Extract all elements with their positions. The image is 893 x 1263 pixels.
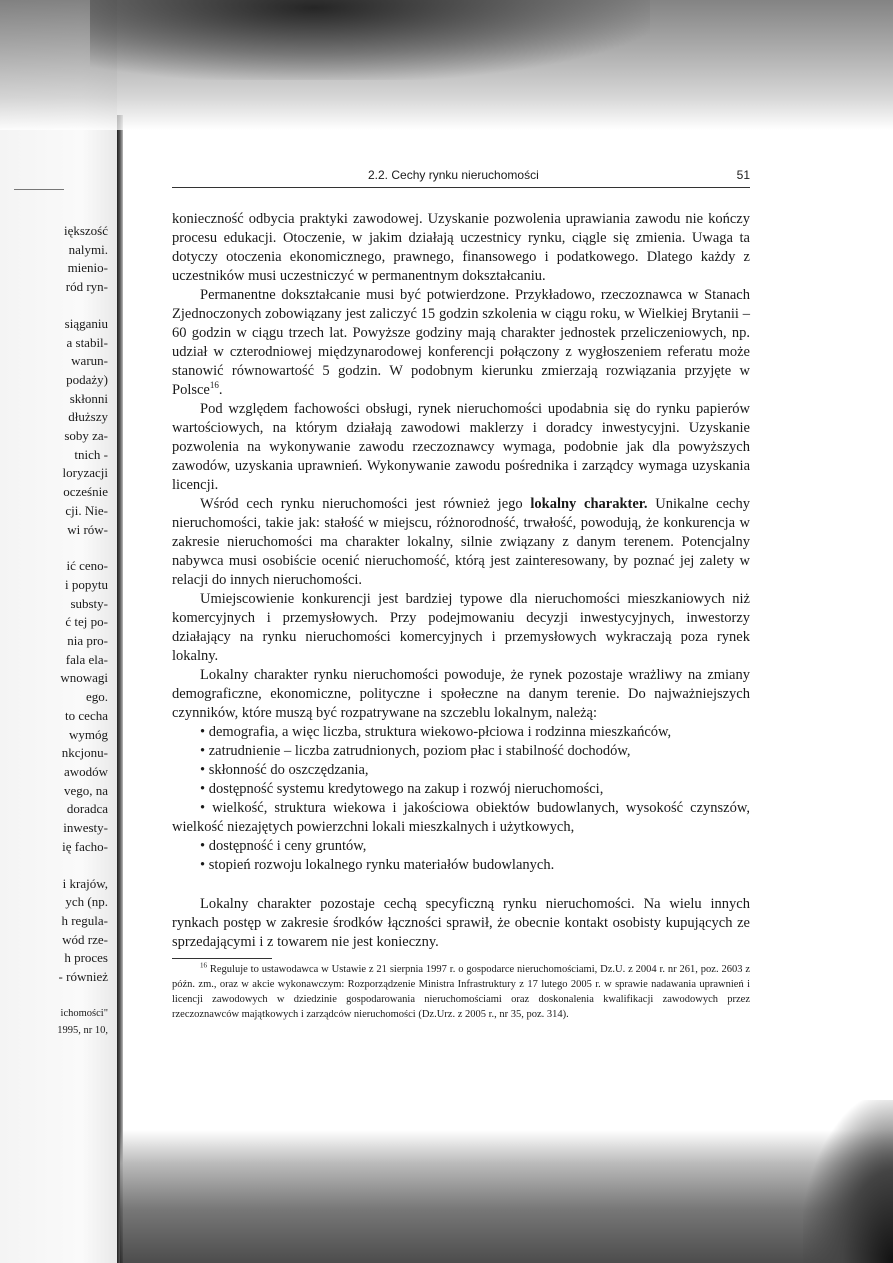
previous-page-rule xyxy=(14,189,64,190)
list-item: • demografia, a więc liczba, struktura wiekowo-płciowa i rodzinna mieszkańców, xyxy=(200,724,672,740)
footnote xyxy=(172,962,750,1022)
previous-page-line: h regula- xyxy=(61,912,108,928)
previous-page-line: podaży) xyxy=(66,371,108,387)
previous-page-line: i krajów, xyxy=(62,875,108,891)
previous-page-line: wód rze- xyxy=(62,931,108,947)
list-item: • stopień rozwoju lokalnego rynku materiałów budowlanych. xyxy=(200,857,555,873)
running-title: 2.2. Cechy rynku nieruchomości xyxy=(368,168,539,182)
previous-page-line: ię facho- xyxy=(62,838,108,854)
previous-page-line: fala ela- xyxy=(65,651,108,667)
previous-page-line: cji. Nie- xyxy=(65,502,108,518)
paragraph-1: konieczność odbycia praktyki zawodowej. Uzyskanie pozwolenia uprawiania zawodu nie kończy procesu edukacji. Otoczenie, w jakim działają uczestnicy rynku, ciągle się zmienia. Uwaga ta dotyczy otoczenia ekonomicznego, prawnego, finansowego i podatkowego. Dlatego każdy z uczestników musi uczestniczyć w permanentnym dokształcaniu. xyxy=(172,211,750,284)
previous-page-line: wymóg xyxy=(69,726,108,742)
previous-page-line: i popytu xyxy=(65,576,108,592)
previous-page-line: nalymi. xyxy=(68,241,108,257)
previous-page-line xyxy=(0,857,108,875)
previous-page-line: doradca xyxy=(66,801,108,817)
previous-page-line xyxy=(0,539,108,557)
previous-page-text-fragments xyxy=(0,222,108,1039)
list-item: • dostępność systemu kredytowego na zakup i rozwój nieruchomości, xyxy=(200,781,604,797)
footnote-text: Reguluje to ustawodawca w Ustawie z 21 sierpnia 1997 r. o gospodarce nieruchomościami, Dz.U. z 2004 r. nr 261, poz. 2603 z późn. zm., oraz w akcie wykonawczym: Rozporządzenie Ministra Infrastruktury z 17 lutego 2005 r. w sprawie nadawania uprawnień i licencji zawodowych w dziedzinie gospodarowania nieruchomościami oraz doskonalenia kwalifikacji zawodowych przez rzeczoznawców majątkowych i zarządców nieruchomości (Dz.Urz. z 2005 r., nr 35, poz. 314). xyxy=(172,964,750,1020)
factor-list xyxy=(172,723,750,875)
main-text-block xyxy=(172,210,750,952)
previous-page-footnote-line: ichomości" xyxy=(60,1007,108,1019)
previous-page-line: ocześnie xyxy=(63,484,108,500)
previous-page-line: inwesty- xyxy=(63,820,108,836)
previous-page-line: skłonni xyxy=(69,390,108,406)
paragraph-2-text: Permanentne dokształcanie musi być potwierdzone. Przykładowo, rzeczoznawca w Stanach Zjednoczonych zobowiązany jest zaliczyć 15 godzin szkolenia w ciągu roku, w Wielkiej Brytanii – 60 godzin w ciągu trzech lat. Powyższe godziny mają charakter jednostek przeliczeniowych, np. udział w czterodniowej międzynarodowej konferencji połączony z wygłoszeniem referatu może stanowić równowartość 5 godzin. W podobnym kierunku zmierzają rozwiązania przyjęte w Polsce xyxy=(172,287,750,398)
previous-page-line: warun- xyxy=(71,353,108,369)
paragraph-4-rest: Unikalne cechy nieruchomości, takie jak: stałość w miejscu, różnorodność, trwałość, powodują, że konkurencja w zakresie nieruchomości ma charakter lokalny, silnie związany z danym terenem. Potencjalny nabywca musi osobiście ocenić nieruchomość, którą jest zainteresowany, by poznać jej zalety w relacji do innych nieruchomości. xyxy=(172,496,750,588)
list-item: • wielkość, struktura wiekowa i jakościowa obiektów budowlanych, wysokość czynszów, wielkość niezajętych powierzchni lokali mieszkalnych i użytkowych, xyxy=(172,800,750,835)
previous-page-line: ród ryn- xyxy=(65,279,108,295)
previous-page-line: substy- xyxy=(70,595,108,611)
previous-page-line: awodów xyxy=(63,763,108,779)
emphasis-lokalny-charakter: lokalny charakter. xyxy=(530,496,648,512)
list-item: • dostępność i ceny gruntów, xyxy=(200,838,367,854)
paragraph-3: Pod względem fachowości obsługi, rynek nieruchomości upodabnia się do rynku papierów wartościowych, na którym działają zawodowi maklerzy i doradcy inwestycyjni. Uzyskanie pozwolenia na wykonywanie zawodu rzeczoznawcy wymaga, podobnie jak dla powyższych zawodów, uzyskania uprawnień. Wykonywanie zawodu pośrednika i zarządcy wymaga uzyskania licencji. xyxy=(172,401,750,493)
header-rule xyxy=(172,187,750,188)
paragraph-6: Lokalny charakter rynku nieruchomości powoduje, że rynek pozostaje wrażliwy na zmiany demograficzne, ekonomiczne, polityczne i społeczne na danym terenie. Do najważniejszych czynników, które muszą być rozpatrywane na szczeblu lokalnym, należą: xyxy=(172,667,750,721)
previous-page-line: mienio- xyxy=(67,260,108,276)
list-item: • zatrudnienie – liczba zatrudnionych, poziom płac i stabilność dochodów, xyxy=(200,743,631,759)
footnote-reference: 16 xyxy=(209,380,219,391)
previous-page-line: vego, na xyxy=(63,782,108,798)
paragraph-7: Lokalny charakter pozostaje cechą specyficzną rynku nieruchomości. Na wielu innych rynkach postęp w zakresie środków łączności sprawił, że obecnie kontakt osobisty kupujących ze sprzedającymi i z towarem nie jest konieczny. xyxy=(172,896,750,950)
paragraph-5: Umiejscowienie konkurencji jest bardziej typowe dla nieruchomości mieszkaniowych niż komercyjnych i przemysłowych. Przy podejmowaniu decyzji inwestycyjnych, inwestorzy działający na rynku nieruchomości komercyjnych i przemysłowych wykraczają poza rynek lokalny. xyxy=(172,591,750,664)
book-spine-shadow xyxy=(117,115,123,1263)
previous-page-line: ego. xyxy=(85,689,108,705)
previous-page-line: loryzacji xyxy=(62,465,108,481)
previous-page-line: to cecha xyxy=(65,707,108,723)
footnote-rule xyxy=(172,958,272,959)
scan-shadow-bottom xyxy=(120,1130,893,1263)
paragraph-4-lead: Wśród cech rynku nieruchomości jest również jego xyxy=(200,496,531,512)
previous-page-line: ych (np. xyxy=(65,894,108,910)
previous-page-line: nia pro- xyxy=(67,633,108,649)
page-number: 51 xyxy=(736,168,750,182)
paragraph-2 xyxy=(172,286,750,400)
previous-page-line: - również xyxy=(58,969,108,985)
previous-page-edge xyxy=(0,0,117,1263)
previous-page-line: h proces xyxy=(64,950,108,966)
previous-page-line: iększość xyxy=(63,223,108,238)
previous-page-line: wi rów- xyxy=(67,521,108,537)
previous-page-line: ić ceno- xyxy=(66,558,108,574)
previous-page-line xyxy=(0,297,108,315)
previous-page-line: tnich - xyxy=(74,446,108,462)
previous-page-line: dłuższy xyxy=(68,409,108,425)
scan-shadow-corner xyxy=(803,1100,893,1263)
list-item: • skłonność do oszczędzania, xyxy=(200,762,369,778)
paragraph-4 xyxy=(172,495,750,590)
scan-shadow-top-dark xyxy=(90,0,650,80)
previous-page-line: wnowagi xyxy=(60,670,108,686)
paragraph-2-end: . xyxy=(218,382,223,398)
previous-page-line: ć tej po- xyxy=(65,614,108,630)
previous-page-line: a stabil- xyxy=(66,334,108,350)
previous-page-line: nkcjonu- xyxy=(61,745,108,761)
previous-page-line: siąganiu xyxy=(64,315,108,331)
previous-page-footnote-line: 1995, nr 10, xyxy=(57,1024,108,1036)
previous-page-line: soby za- xyxy=(64,428,108,444)
footnote-marker: 16 xyxy=(200,961,207,970)
